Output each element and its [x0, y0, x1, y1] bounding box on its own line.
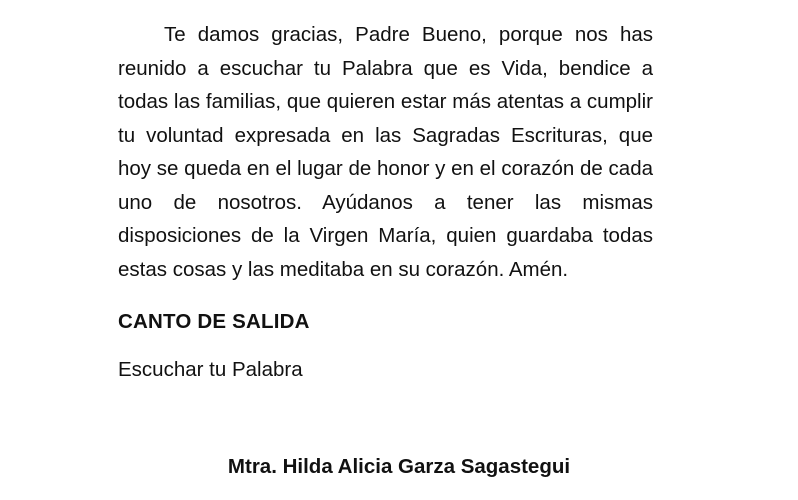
- paragraph-spacer: [118, 286, 653, 305]
- heading-spacer: [118, 339, 653, 353]
- author-signature: Mtra. Hilda Alicia Garza Sagastegui: [227, 455, 571, 478]
- section-heading-canto-de-salida: CANTO DE SALIDA: [118, 310, 310, 333]
- song-title: Escuchar tu Palabra: [118, 357, 303, 381]
- prayer-paragraph: Te damos gracias, Padre Bueno, porque nos has reunido a escuchar tu Palabra que es Vida, bendice a todas las familias, que quieren estar más atentas a cumplir tu voluntad expresada en las Sagradas Escrituras, que hoy se queda en el lugar de honor y en el corazón de cada uno de nosotros. Ayúdanos a tener las mismas disposiciones de la Virgen María, quien guardaba todas estas cosas y las meditaba en su corazón. Amén.: [118, 23, 653, 281]
- document-body: [118, 18, 653, 386]
